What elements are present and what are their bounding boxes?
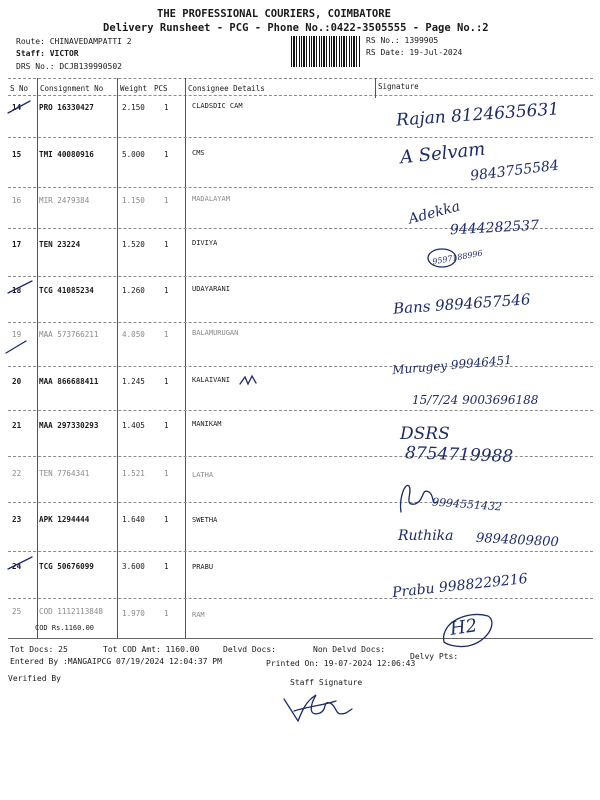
non-delivered-docs: Non Delvd Docs: (313, 645, 386, 654)
header-top-rule (8, 78, 593, 79)
printed-on: Printed On: 19-07-2024 12:06:43 (266, 659, 416, 668)
delivery-points: Delvy Pts: (410, 652, 459, 661)
row-consignee: BALAMURUGAN (192, 329, 239, 337)
table-bottom-rule (8, 638, 593, 639)
row-consignment: MAA 866688411 (39, 377, 99, 386)
row-consignee: DIVIYA (192, 239, 218, 247)
row-weight: 2.150 (122, 103, 145, 112)
handwriting-row17: 9597188996 (431, 248, 484, 267)
row-rule (8, 551, 593, 552)
row-consignee: SWETHA (192, 516, 218, 524)
row-pcs: 1 (164, 515, 169, 524)
row-consignee: MADALAYAM (192, 195, 230, 203)
row-rule (8, 502, 593, 503)
scribble-kalaivani (238, 374, 260, 388)
handwriting-row19: Murugey 99946451 (391, 352, 513, 378)
runsheet-title: Delivery Runsheet - PCG - Phone No.:0422-3505555 - Page No.:2 (103, 22, 489, 34)
row-weight: 4.050 (122, 330, 145, 339)
rs-date: RS Date: 19-Jul-2024 (366, 48, 463, 57)
row-pcs: 1 (164, 421, 169, 430)
row-consignment: TEN 23224 (39, 240, 81, 249)
row-weight: 5.000 (122, 150, 145, 159)
row-sno: 23 (12, 515, 22, 524)
handwriting-row20: 15/7/24 9003696188 (412, 393, 539, 407)
row-rule (8, 410, 593, 411)
row-weight: 1.521 (122, 469, 145, 478)
row-rule (8, 187, 593, 188)
row-consignment: MIR 2479384 (39, 196, 90, 205)
row-consignment: PRO 16330427 (39, 103, 94, 112)
scribble-row22 (395, 478, 440, 518)
handwriting-row21-name: DSRS (400, 424, 450, 444)
row-consignee: UDAYARANI (192, 285, 230, 293)
col-divider (117, 78, 118, 638)
delivered-docs: Delvd Docs: (223, 645, 276, 654)
row-pcs: 1 (164, 609, 169, 618)
row-consignee: CLADSDIC CAM (192, 102, 243, 110)
row-pcs: 1 (164, 469, 169, 478)
row-consignment: MAA 297330293 (39, 421, 99, 430)
row-sno: 19 (12, 330, 22, 339)
scribble-row25 (438, 608, 498, 650)
total-cod-amount: Tot COD Amt: 1160.00 (103, 645, 200, 654)
row-consignee: KALAIVANI (192, 376, 230, 384)
row-weight: 1.245 (122, 377, 145, 386)
row-sno: 24 (12, 562, 22, 571)
row-rule (8, 137, 593, 138)
col-pcs: PCS (154, 84, 168, 93)
handwriting-row25: H2 (448, 615, 479, 640)
entered-by: Entered By :MANGAIPCG 07/19/2024 12:04:37 PM (10, 657, 222, 666)
rs-number: RS No.: 1399905 (366, 36, 439, 45)
row-pcs: 1 (164, 150, 169, 159)
row-consignment: APK 1294444 (39, 515, 90, 524)
row-weight: 1.150 (122, 196, 145, 205)
header-bottom-rule (8, 95, 593, 96)
row-pcs: 1 (164, 103, 169, 112)
row-rule (8, 322, 593, 323)
row-sno: 20 (12, 377, 22, 386)
handwriting-row22: 9994551432 (431, 495, 503, 514)
row-consignee: PRABU (192, 563, 214, 571)
tick-marks (4, 95, 40, 655)
row-consignment: MAA 573766211 (39, 330, 99, 339)
handwriting-row16-name: Adekka (406, 198, 462, 228)
row-pcs: 1 (164, 330, 169, 339)
row-sno: 21 (12, 421, 22, 430)
total-docs: Tot Docs: 25 (10, 645, 68, 654)
handwriting-row16-phone: 9444282537 (449, 217, 540, 239)
row-sno: 17 (12, 240, 22, 249)
row-pcs: 1 (164, 562, 169, 571)
row-rule (8, 598, 593, 599)
row-weight: 1.970 (122, 609, 145, 618)
row-sno: 18 (12, 286, 22, 295)
row-sno: 22 (12, 469, 22, 478)
row-consignee: RAM (192, 611, 205, 619)
row-sno: 16 (12, 196, 22, 205)
staff-signature-label: Staff Signature (290, 678, 363, 687)
row-consignee: LATHA (192, 471, 214, 479)
row-consignment: TCG 41085234 (39, 286, 94, 295)
row-pcs: 1 (164, 240, 169, 249)
handwriting-row14: Rajan 8124635631 (395, 99, 560, 131)
drs-number: DRS No.: DCJB139990502 (16, 62, 122, 71)
col-divider (185, 78, 186, 638)
handwriting-row18: Bans 9894657546 (392, 290, 531, 318)
route-label: Route: CHINAVEDAMPATTI 2 (16, 37, 132, 46)
col-divider (375, 78, 376, 98)
row-sno: 15 (12, 150, 22, 159)
col-consignment: Consignment No (40, 84, 104, 93)
row-weight: 1.640 (122, 515, 145, 524)
handwriting-row23-phone: 9894809800 (475, 530, 560, 551)
company-title: THE PROFESSIONAL COURIERS, COIMBATORE (157, 8, 391, 20)
handwriting-row24: Prabu 9988229216 (391, 570, 529, 602)
row-pcs: 1 (164, 286, 169, 295)
row-consignee: CMS (192, 149, 205, 157)
col-signature: Signature (378, 82, 419, 91)
row-rule (8, 276, 593, 277)
col-weight: Weight (120, 84, 148, 93)
cod-amount-note: COD Rs.1160.00 (35, 624, 95, 632)
row-sno: 14 (12, 103, 22, 112)
verified-by-label: Verified By (8, 674, 61, 683)
col-sno: S No (10, 84, 29, 93)
handwriting-row15-name: A Selvam (399, 138, 487, 169)
row-consignment: TCG 50676099 (39, 562, 94, 571)
handwriting-row23-name: Ruthika (398, 528, 454, 544)
staff-signature-image (276, 683, 356, 733)
row-pcs: 1 (164, 377, 169, 386)
row-consignment: TMI 40080916 (39, 150, 94, 159)
col-consignee: Consignee Details (188, 84, 265, 93)
row-weight: 1.260 (122, 286, 145, 295)
scribble-row17 (424, 244, 460, 272)
handwriting-row21-phone: 8754719988 (404, 443, 514, 467)
row-weight: 1.520 (122, 240, 145, 249)
row-consignee: MANIKAM (192, 420, 222, 428)
row-weight: 1.405 (122, 421, 145, 430)
row-consignment: TEN 7764341 (39, 469, 90, 478)
row-consignment: COD 1112113848 (39, 607, 104, 616)
row-weight: 3.600 (122, 562, 145, 571)
barcode-image (291, 36, 361, 67)
staff-label: Staff: VICTOR (16, 49, 79, 58)
row-pcs: 1 (164, 196, 169, 205)
handwriting-row15-phone: 9843755584 (469, 157, 560, 185)
row-sno: 25 (12, 607, 22, 616)
